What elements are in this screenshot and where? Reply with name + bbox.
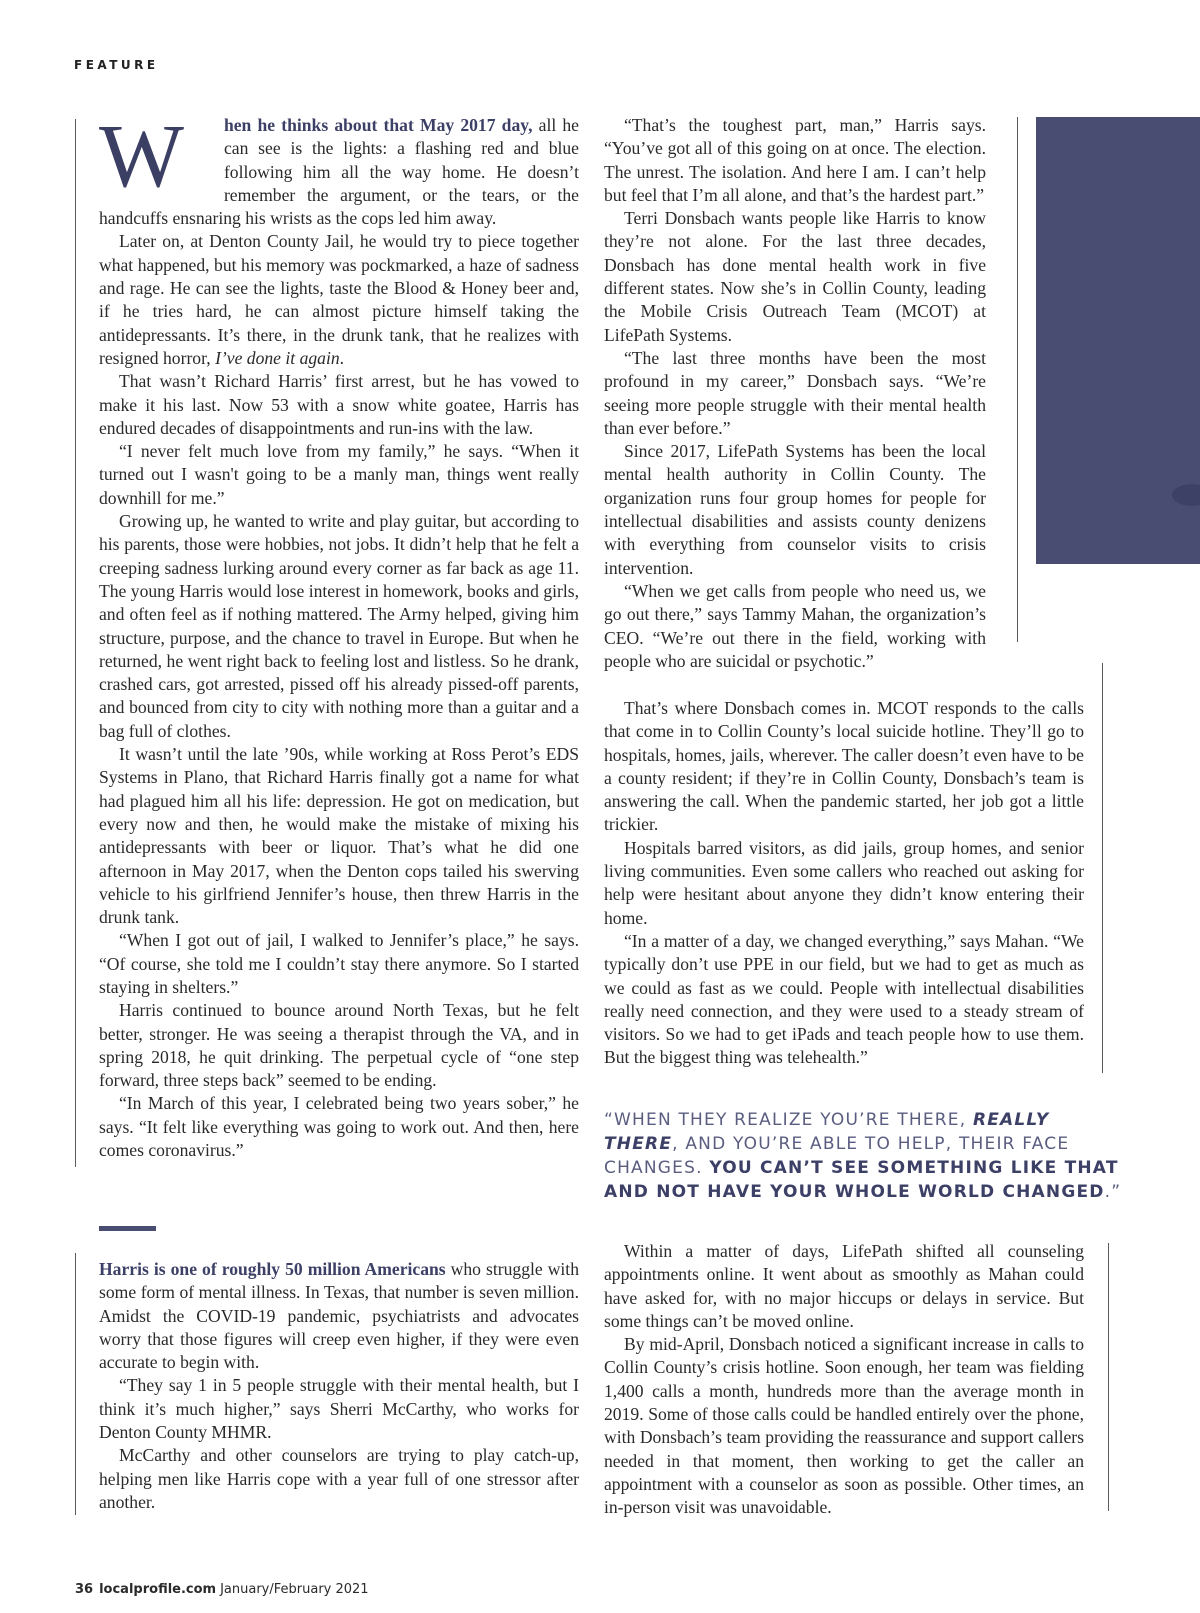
issue-date: January/February 2021 <box>220 1582 369 1597</box>
paragraph: “When we get calls from people who need us, we go out there,” says Tammy Mahan, the organization’s CEO. “We’re out there in the field, working with people who are suicidal or psychotic.” <box>604 580 986 671</box>
lead-in-bold: Harris is one of roughly 50 million Americans <box>99 1259 446 1279</box>
right-column-rule-upper <box>1017 117 1018 642</box>
article-column-left <box>99 107 579 1162</box>
pull-quote-end: .” <box>1104 1182 1122 1202</box>
paragraph: McCarthy and other counselors are trying to play catch-up, helping men like Harris cope with a year full of one stressor after another. <box>99 1445 579 1512</box>
paragraph: Harris continued to bounce around North Texas, but he felt better, stronger. He was seeing a therapist through the VA, and in spring 2018, he quit drinking. The perpetual cycle of “one step forward, three steps back” seemed to be ending. <box>99 1000 579 1091</box>
pull-quote <box>604 1108 1124 1204</box>
drop-cap: W <box>99 107 184 206</box>
paragraph: That wasn’t Richard Harris’ first arrest, but he has vowed to make it his last. Now 53 with a snow white goatee, Harris has endured decades of disappointments and run-ins with the law. <box>99 371 579 438</box>
section-label: FEATURE <box>74 58 159 72</box>
left-column-rule <box>75 119 76 1167</box>
paragraph: Hospitals barred visitors, as did jails, group homes, and senior living communities. Even some callers who reached out asking for help were hesitant about anyone they didn’t know entering their home. <box>604 837 1084 928</box>
article-column-right-upper <box>604 114 986 673</box>
paragraph: “In a matter of a day, we changed everything,” says Mahan. “We typically don’t use PPE in our field, but we had to get as much as we could as fast as we could. People with intellectual disabilities really need connection, and they were used to a steady stream of visitors. So we had to get iPads and teach people how to use them. But the biggest thing was telehealth.” <box>604 930 1084 1068</box>
pull-quote-emphasis: REALLY THERE <box>604 1110 1050 1154</box>
paragraph: “I never felt much love from my family,” he says. “When it turned out I wasn't going to be a manly man, things went really downhill for me.” <box>99 441 579 508</box>
pull-quote-text: “WHEN THEY REALIZE YOU’RE THERE, <box>604 1110 973 1130</box>
left-column-bottom-rule <box>75 1253 76 1515</box>
paragraph-section-start <box>99 1258 579 1374</box>
paragraph: It wasn’t until the late ’90s, while working at Ross Perot’s EDS Systems in Plano, that Richard Harris finally got a name for what had plagued him all his life: depression. He got on medication, but every now and then, he would make the mistake of mixing his antidepressants with beer or liquor. That’s what he did one afternoon in May 2017, when the Denton cops tailed his swerving vehicle to his girlfriend Jennifer’s house, then threw Harris in the drunk tank. <box>99 744 579 928</box>
paragraph: “That’s the toughest part, man,” Harris says. “You’ve got all of this going on at once. The election. The unrest. The isolation. And here I am. I can’t help but feel that I’m all alone, and that’s the hardest part.” <box>604 115 986 205</box>
article-column-right-bottom <box>604 1240 1084 1520</box>
page-footer <box>75 1582 369 1597</box>
pull-quote-text: , AND YOU’RE ABLE TO HELP, THEIR FACE CHANGES. <box>604 1134 1070 1178</box>
paragraph: Since 2017, LifePath Systems has been the local mental health authority in Collin County. The organization runs four group homes for people for intellectual disabilities and assists county denizens with everything from counselor visits to crisis intervention. <box>604 441 986 578</box>
article-column-left-bottom <box>99 1258 579 1514</box>
paragraph: That’s where Donsbach comes in. MCOT responds to the calls that come in to Collin County’s local suicide hotline. They’ll go to hospitals, homes, jails, wherever. The caller doesn’t even have to be a county resident; if they’re in Collin County, Donsbach’s team is answering the call. When the pandemic started, her job got a little trickier. <box>604 698 1084 835</box>
paragraph-end: . <box>339 347 345 368</box>
site-name: localprofile.com <box>99 1582 217 1597</box>
page-number: 36 <box>75 1582 94 1597</box>
paragraph: By mid-April, Donsbach noticed a significant increase in calls to Collin County’s crisis hotline. Soon enough, her team was fielding 1,400 calls a month, hundreds more than the average month in 2019. Some of those calls could be handled entirely over the phone, with Donsbach’s team providing the reassurance and support callers needed in that moment, then working to get the caller an appointment with a counselor as soon as possible. Other times, an in-person visit was unavoidable. <box>604 1334 1084 1518</box>
paragraph: “When I got out of jail, I walked to Jennifer’s place,” he says. “Of course, she told me I couldn’t stay there anymore. So I started staying in shelters.” <box>99 930 579 997</box>
paragraph: Growing up, he wanted to write and play guitar, but according to his parents, those were hobbies, not jobs. It didn’t help that he felt a creeping sadness lurking around every corner as far back as age 11. The young Harris would lose interest in homework, books and girls, and often feel as if nothing mattered. The Army helped, giving him structure, purpose, and the chance to travel in Europe. But when he returned, he went right back to feeling lost and listless. So he drank, crashed cars, got arrested, pissed off his already pissed-off parents, and bounced from city to city with nothing more than a guitar and a bag full of clothes. <box>99 511 579 741</box>
paragraph-text: all he can see is the lights: a flashing red and blue following him all the way home. He doesn’t remember the argument, or the tears, or the handcuffs ensnaring his wrists as the cops led him away. <box>99 115 579 229</box>
lead-in-bold: hen he thinks about that May 2017 day, <box>223 115 533 135</box>
paragraph <box>99 230 579 370</box>
section-divider <box>99 1226 156 1231</box>
paragraph: Within a matter of days, LifePath shifted all counseling appointments online. It went about as smoothly as Mahan could have asked for, with no major hiccups or delays in service. But some things can’t be moved online. <box>604 1241 1084 1331</box>
paragraph: “The last three months have been the most profound in my career,” Donsbach says. “We’re seeing more people struggle with their mental health than ever before.” <box>604 347 986 438</box>
paragraph-text: who struggle with some form of mental illness. In Texas, that number is seven million. Amidst the COVID-19 pandemic, psychiatrists and advocates worry that those figures will creep even higher, if they were even accurate to begin with. <box>99 1259 579 1373</box>
pull-quote-bold: YOU CAN’T SEE SOMETHING LIKE THAT AND NOT HAVE YOUR WHOLE WORLD CHANGED <box>604 1158 1119 1202</box>
paragraph-text: Later on, at Denton County Jail, he would try to piece together what happened, but his memory was pockmarked, a haze of sadness and rage. He can see the lights, taste the Blood & Honey beer and, if he tries hard, he can almost picture himself taking the antidepressants. It’s there, in the drunk tank, that he realizes with resigned horror, <box>99 231 579 368</box>
paragraph-opening <box>99 107 579 230</box>
italic-phrase: I’ve done it again <box>215 347 340 368</box>
paragraph: “They say 1 in 5 people struggle with their mental health, but I think it’s much higher,” says Sherri McCarthy, who works for Denton County MHMR. <box>99 1375 579 1443</box>
right-column-rule-middle <box>1102 663 1103 1073</box>
right-column-rule-lower <box>1108 1243 1109 1511</box>
paragraph: Terri Donsbach wants people like Harris to know they’re not alone. For the last three decades, Donsbach has done mental health work in five different states. Now she’s in Collin County, leading the Mobile Crisis Outreach Team (MCOT) at LifePath Systems. <box>604 208 986 345</box>
article-column-right-middle <box>604 697 1084 1070</box>
paragraph: “In March of this year, I celebrated being two years sober,” he says. “It felt like everything was going to work out. And then, here comes coronavirus.” <box>99 1093 579 1161</box>
